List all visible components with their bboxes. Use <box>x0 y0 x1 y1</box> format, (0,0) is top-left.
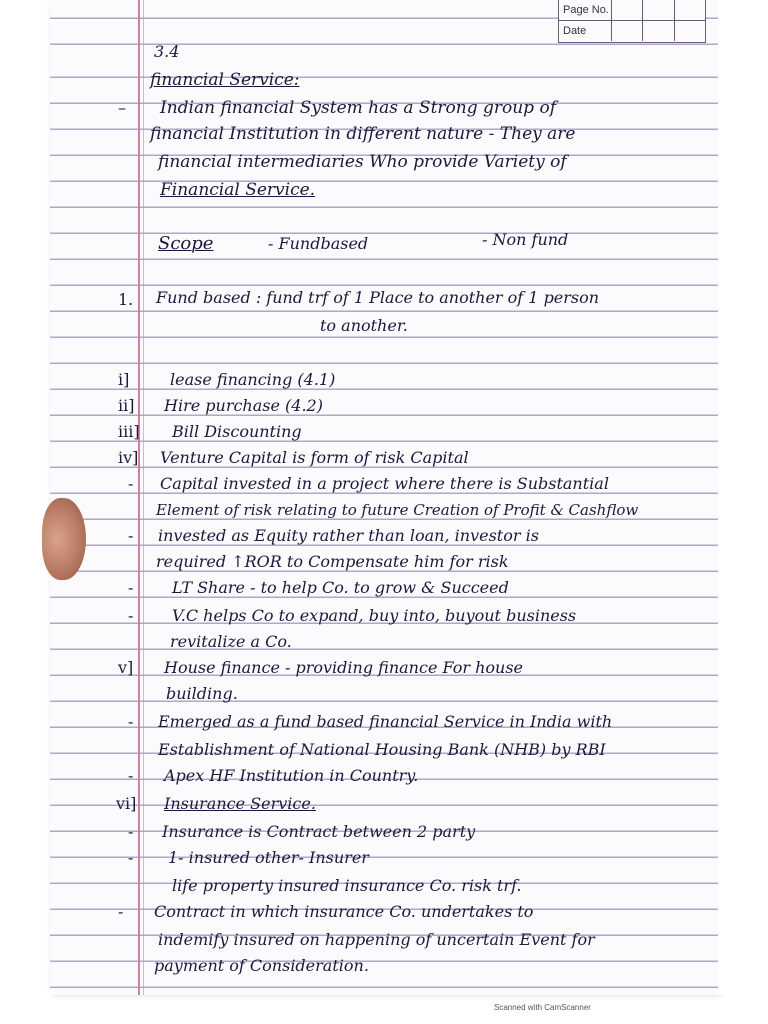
scope-fundbased: - Fundbased <box>268 234 369 253</box>
vc-point: V.C helps Co to expand, buy into, buyout business <box>172 606 577 625</box>
insurance-point: payment of Consideration. <box>154 956 369 975</box>
item-number: i] <box>118 370 130 389</box>
scope-label: Scope <box>158 233 214 254</box>
item-text: Bill Discounting <box>172 422 302 441</box>
page-no-cell <box>612 0 643 20</box>
page-no-label: Page No. <box>559 0 612 20</box>
insurance-point: Contract in which insurance Co. undertakes to <box>154 902 534 921</box>
item-text: House finance - providing finance For house <box>164 658 524 677</box>
bullet-dash: - <box>128 578 134 597</box>
item-text: building. <box>166 684 238 703</box>
point-number: 1. <box>118 290 134 309</box>
vc-point: required ↑ROR to Compensate him for risk <box>156 552 509 571</box>
vc-point: Capital invested in a project where there is Substantial <box>160 474 609 493</box>
house-point: Apex HF Institution in Country. <box>164 766 419 785</box>
section-number: 3.4 <box>154 42 180 61</box>
thumb-photo <box>42 498 86 580</box>
page-edge <box>718 0 768 995</box>
margin-line <box>138 0 140 995</box>
bullet-dash: - <box>128 766 134 785</box>
intro-line: financial intermediaries Who provide Variety of <box>158 152 567 172</box>
point-text: Fund based : fund trf of 1 Place to another of 1 person <box>156 288 600 307</box>
item-text: Insurance Service. <box>164 794 316 813</box>
page-title: financial Service: <box>150 70 300 90</box>
house-point: Establishment of National Housing Bank (NHB) by RBI <box>158 740 606 759</box>
notebook-page <box>50 0 720 995</box>
vc-point: Element of risk relating to future Creation of Profit & Cashflow <box>156 501 639 519</box>
scope-nonfund: - Non fund <box>482 230 569 249</box>
bullet-dash: - <box>128 474 134 493</box>
bullet-dash: - <box>128 526 134 545</box>
vc-point: revitalize a Co. <box>170 632 292 651</box>
bullet-dash: – <box>118 98 126 117</box>
item-text: lease financing (4.1) <box>170 370 336 389</box>
insurance-point: life property insured insurance Co. risk trf. <box>172 876 522 895</box>
bullet-dash: - <box>128 712 134 731</box>
insurance-point: Insurance is Contract between 2 party <box>162 822 476 841</box>
bullet-dash: - <box>128 848 134 867</box>
insurance-point: indemify insured on happening of uncertain Event for <box>158 930 595 949</box>
item-number: ii] <box>118 396 135 415</box>
margin-line-inner <box>143 0 144 995</box>
bullet-dash: - <box>128 822 134 841</box>
scanner-watermark: Scanned with CamScanner <box>494 1003 591 1012</box>
vc-point: invested as Equity rather than loan, investor is <box>158 526 539 545</box>
item-number: v] <box>118 658 134 677</box>
date-cell <box>612 21 643 41</box>
intro-line: financial Institution in different nature - They are <box>150 124 576 144</box>
house-point: Emerged as a fund based financial Service in India with <box>158 712 613 731</box>
item-text: Venture Capital is form of risk Capital <box>160 448 469 467</box>
item-text: Hire purchase (4.2) <box>164 396 323 415</box>
insurance-point: 1- insured other- Insurer <box>168 848 369 867</box>
intro-line: Indian financial System has a Strong group of <box>160 98 556 118</box>
bullet-dash: - <box>118 902 124 921</box>
item-number: vi] <box>116 794 137 813</box>
point-text: to another. <box>320 316 408 335</box>
date-label: Date <box>559 21 612 41</box>
intro-line: Financial Service. <box>160 180 316 200</box>
item-number: iv] <box>118 448 139 467</box>
bullet-dash: - <box>128 606 134 625</box>
page-date-box <box>558 0 706 43</box>
item-number: iii] <box>118 422 140 441</box>
vc-point: LT Share - to help Co. to grow & Succeed <box>172 578 509 597</box>
